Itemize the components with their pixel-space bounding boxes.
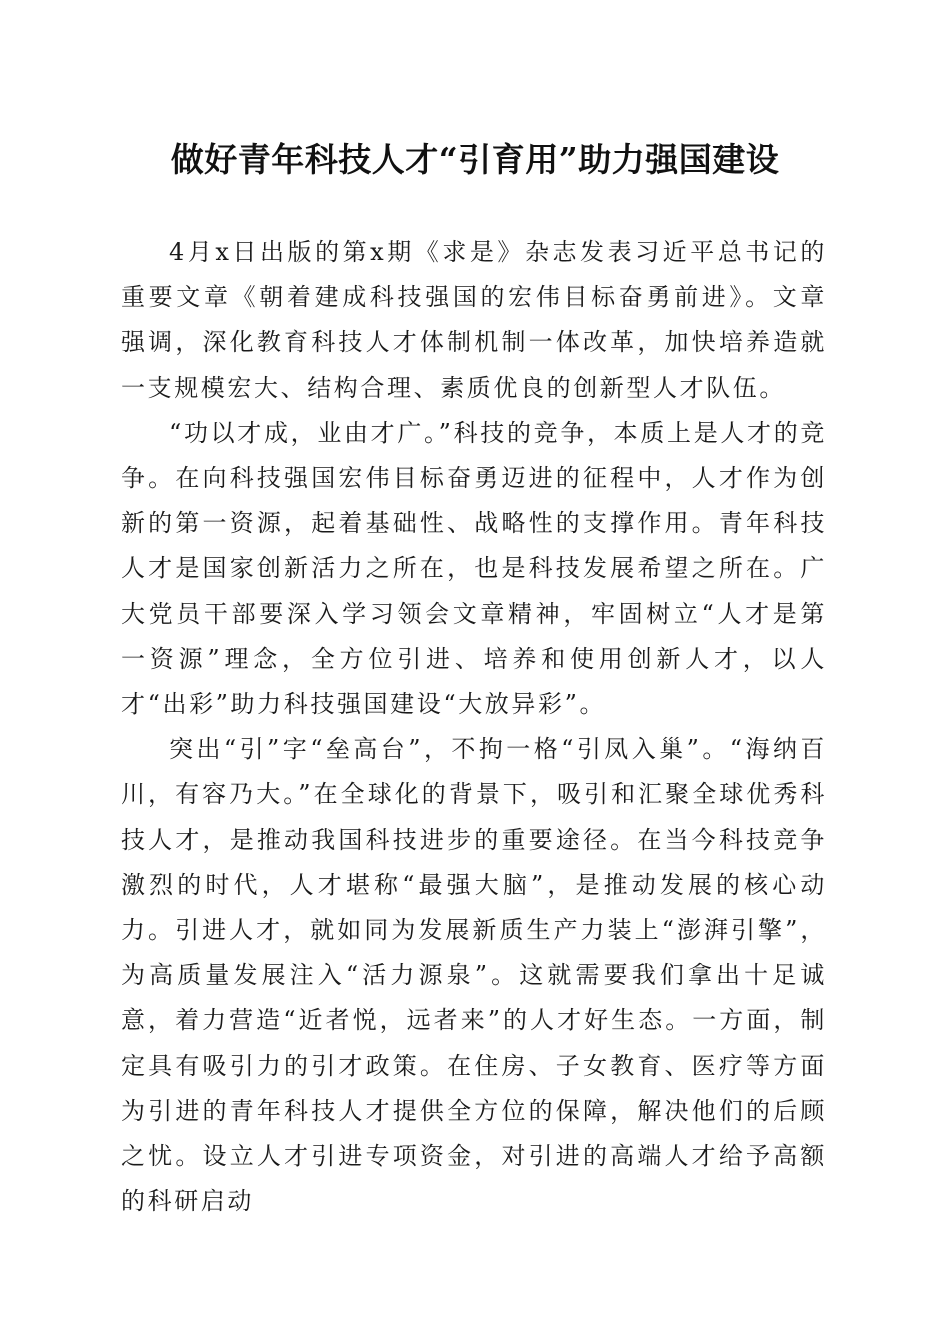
document-title: 做好青年科技人才“引育用”助力强国建设 (170, 140, 780, 179)
paragraph-3: 突出“引”字“垒高台”，不拘一格“引凤入巢”。“海纳百川，有容乃大。”在全球化的背景下，吸引和汇聚全球优秀科技人才，是推动我国科技进步的重要途径。在当今科技竞争激烈的时代，人才堪称“最强大脑”，是推动发展的核心动力。引进人才，就如同为发展新质生产力装上“澎湃引擎”，为高质量发展注入“活力源泉”。这就需要我们拿出十足诚意，着力营造“近者悦，远者来”的人才好生态。一方面，制定具有吸引力的引才政策。在住房、子女教育、医疗等方面为引进的青年科技人才提供全方位的保障，解决他们的后顾之忧。设立人才引进专项资金，对引进的高端人才给予高额的科研启动 (121, 735, 827, 1216)
paragraph-2: “功以才成，业由才广。”科技的竞争，本质上是人才的竞争。在向科技强国宏伟目标奋勇迈进的征程中，人才作为创新的第一资源，起着基础性、战略性的支撑作用。青年科技人才是国家创新活力之所在，也是科技发展希望之所在。广大党员干部要深入学习领会文章精神，牢固树立“人才是第一资源”理念，全方位引进、培养和使用创新人才，以人才“出彩”助力科技强国建设“大放异彩”。 (121, 418, 827, 719)
document-body (121, 230, 827, 1224)
paragraph-1: 4月x日出版的第x期《求是》杂志发表习近平总书记的重要文章《朝着建成科技强国的宏伟目标奋勇前进》。文章强调，深化教育科技人才体制机制一体改革，加快培养造就一支规模宏大、结构合理、素质优良的创新型人才队伍。 (121, 238, 827, 402)
